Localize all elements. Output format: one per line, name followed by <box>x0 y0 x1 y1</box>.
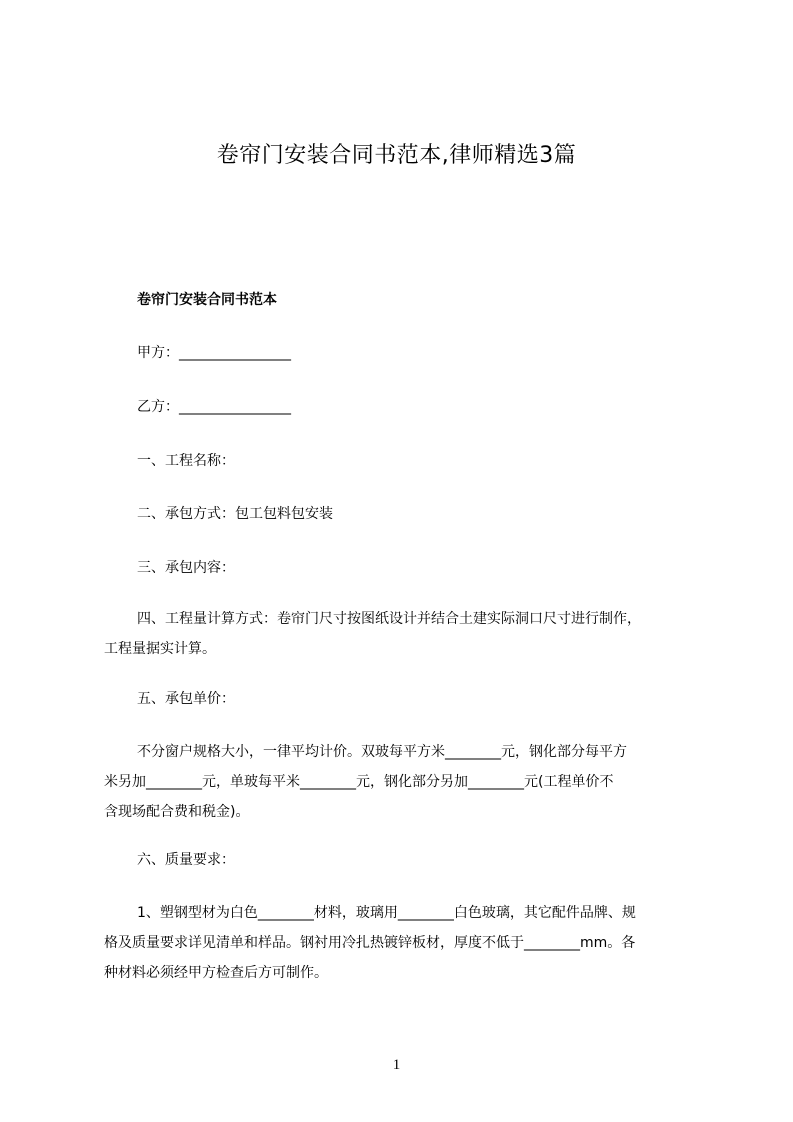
quality-paragraph <box>104 898 718 988</box>
paragraph-line: 米另加________元，单玻每平米________元，钢化部分另加________元(工程单价不 <box>104 774 614 790</box>
clause-contract-content: 三、承包内容： <box>137 560 235 576</box>
paragraph-line: 四、工程量计算方式：卷帘门尺寸按图纸设计并结合土建实际洞口尺寸进行制作， <box>137 611 641 627</box>
clause-quantity-calculation <box>104 604 718 664</box>
clause-contract-method: 二、承包方式：包工包料包安装 <box>137 506 333 522</box>
page-number: 1 <box>392 1057 401 1073</box>
section-heading: 卷帘门安装合同书范本 <box>137 292 277 308</box>
paragraph-line: 1、塑钢型材为白色________材料，玻璃用________白色玻璃，其它配件品牌、规 <box>137 905 636 921</box>
paragraph-line: 格及质量要求详见清单和样品。钢衬用冷扎热镀锌板材，厚度不低于________mm。各 <box>104 935 636 951</box>
paragraph-line: 工程量据实计算。 <box>104 641 216 657</box>
paragraph-line: 种材料必须经甲方检查后方可制作。 <box>104 965 328 981</box>
paragraph-line: 不分窗户规格大小，一律平均计价。双玻每平方米________元，钢化部分每平方 <box>137 744 627 760</box>
party-b-line: 乙方：________________ <box>137 399 291 415</box>
clause-project-name: 一、工程名称： <box>137 453 235 469</box>
document-title: 卷帘门安装合同书范本,律师精选3篇 <box>216 143 577 168</box>
price-paragraph <box>104 737 718 827</box>
clause-quality-requirements: 六、质量要求： <box>137 852 235 868</box>
paragraph-line: 含现场配合费和税金)。 <box>104 804 250 820</box>
clause-unit-price: 五、承包单价： <box>137 691 235 707</box>
party-a-line: 甲方：________________ <box>137 345 291 361</box>
